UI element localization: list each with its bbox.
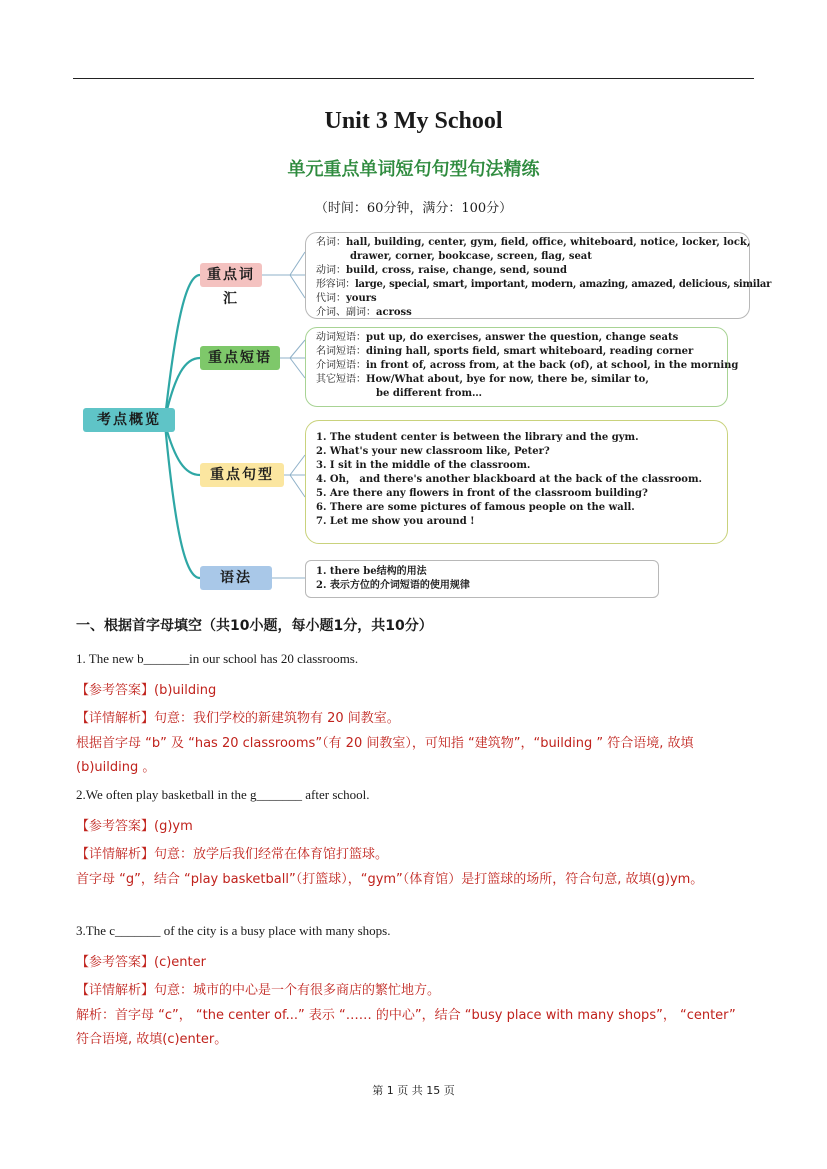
time-info: （时间：60分钟，满分：100分）: [314, 201, 513, 216]
phrase-row: 名词短语：dining hall, sports field, smart whiteboard, reading corner: [316, 346, 694, 357]
mindmap-branch-phrases: 重点短语: [200, 346, 280, 370]
sentence-row: 7. Let me show you around !: [316, 516, 475, 527]
detail-3: 解析：首字母 “c”， “the center of...” 表示 “…… 的中心”，结合 “busy place with many shops”， “center” 符合语境, 故填(c)enter。: [76, 1008, 736, 1047]
page-footer: 第 1 页 共 15 页: [372, 1084, 455, 1097]
question-1: 1. The new b_______in our school has 20 classrooms.: [76, 651, 359, 666]
sentence-row: 6. There are some pictures of famous people on the wall.: [316, 502, 635, 513]
connector-grammar: [165, 424, 200, 578]
grammar-row: 2. 表示方位的介词短语的使用规律: [316, 580, 470, 591]
question-3: 3.The c_______ of the city is a busy place with many shops.: [76, 923, 391, 938]
mindmap-branch-sentences: 重点句型: [200, 463, 284, 487]
section-heading: 一、根据首字母填空（共10小题，每小题1分，共10分）: [76, 618, 433, 634]
phrases-box: [305, 327, 739, 407]
sentence-row: 4. Oh， and there's another blackboard at the back of the classroom.: [316, 474, 703, 485]
sentence-row: 2. What's your new classroom like, Peter?: [316, 446, 550, 457]
mindmap-branch-grammar: 语法: [200, 566, 272, 590]
sentence-row: 5. Are there any flowers in front of the classroom building?: [316, 488, 648, 499]
mindmap-branch-vocab: 重点词汇: [200, 263, 262, 287]
question-2: 2.We often play basketball in the g_______ after school.: [76, 787, 370, 802]
answer-2: 【参考答案】(g)ym: [76, 819, 193, 834]
sentences-box: [305, 420, 728, 544]
analysis-3: 【详情解析】句意：城市的中心是一个有很多商店的繁忙地方。: [76, 983, 441, 998]
grammar-box: [305, 560, 659, 598]
phrase-row: 介词短语：in front of, across from, at the back (of), at school, in the morning: [316, 360, 739, 371]
sentence-row: 1. The student center is between the library and the gym.: [316, 432, 639, 443]
vocab-box: [305, 232, 772, 319]
answer-3: 【参考答案】(c)enter: [76, 955, 206, 970]
phrase-row: 动词短语：put up, do exercises, answer the question, change seats: [316, 332, 679, 343]
vocab-row: drawer, corner, bookcase, screen, flag, seat: [350, 251, 592, 262]
answer-1: 【参考答案】(b)uilding: [76, 683, 217, 698]
phrase-row: 其它短语：How/What about, bye for now, there be, similar to,: [316, 374, 649, 385]
vocab-row: 代词：yours: [316, 293, 377, 304]
detail-2: 首字母 “g”，结合 “play basketball”（打篮球），“gym”（体育馆）是打篮球的场所，符合句意, 故填(g)ym。: [76, 872, 704, 887]
mindmap-center-node: 考点概览: [83, 408, 175, 432]
sentence-row: 3. I sit in the middle of the classroom.: [316, 460, 531, 471]
page-subtitle: 单元重点单词短句句型句法精练: [287, 159, 540, 180]
page-title: Unit 3 My School: [324, 108, 503, 134]
vocab-row: 介词、副词：across: [316, 307, 412, 318]
vocab-row: 形容词：large, special, smart, important, modern, amazing, amazed, delicious, similar: [316, 279, 772, 290]
vocab-row: 动词：build, cross, raise, change, send, sound: [316, 265, 568, 276]
grammar-row: 1. there be结构的用法: [316, 566, 427, 577]
analysis-2: 【详情解析】句意：放学后我们经常在体育馆打篮球。: [76, 847, 389, 862]
analysis-1: 【详情解析】句意：我们学校的新建筑物有 20 间教室。: [76, 711, 400, 726]
detail-1: 根据首字母 “b” 及 “has 20 classrooms”（有 20 间教室），可知指 “建筑物”，“building ” 符合语境, 故填(b)uilding 。: [76, 736, 694, 775]
phrase-row: be different from…: [376, 388, 483, 399]
vocab-row: 名词：hall, building, center, gym, field, office, whiteboard, notice, locker, lock,: [316, 237, 751, 248]
